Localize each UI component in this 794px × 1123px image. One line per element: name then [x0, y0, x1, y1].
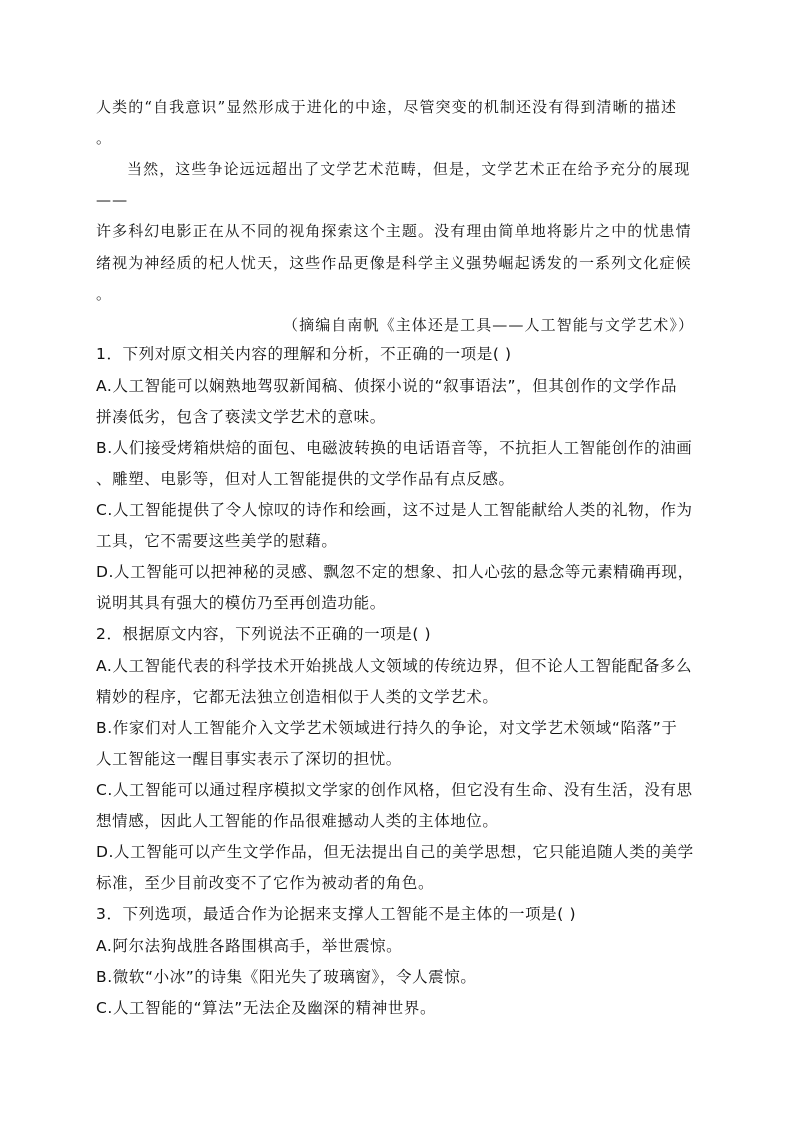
option-line: B.作家们对人工智能介入文学艺术领域进行持久的争论，对文学艺术领域“陷落”于: [96, 719, 678, 737]
passage-line: 当然，这些争论远远超出了文学艺术范畴，但是，文学艺术正在给予充分的展现: [127, 160, 691, 178]
passage-line-tail: ——: [96, 191, 129, 209]
passage-line-tail: 。: [96, 129, 113, 147]
option-line: 、雕塑、电影等，但对人工智能提供的文学作品有点反感。: [96, 470, 515, 488]
passage-line: 许多科幻电影正在从不同的视角探索这个主题。没有理由简单地将影片之中的忧患情: [96, 222, 692, 240]
option-line: D.人工智能可以产生文学作品，但无法提出自己的美学思想，它只能追随人类的美学: [96, 843, 694, 861]
passage-line-tail: 。: [96, 285, 113, 303]
option-line: 拼凑低劣，包含了亵渎文学艺术的意味。: [96, 408, 386, 426]
option-line: A.阿尔法狗战胜各路围棋高手，举世震惊。: [96, 937, 403, 955]
option-line: C.人工智能的“算法”无法企及幽深的精神世界。: [96, 999, 437, 1017]
option-line: 说明其具有强大的模仿乃至再创造功能。: [96, 594, 386, 612]
option-line: A.人工智能可以娴熟地驾驭新闻稿、侦探小说的“叙事语法”，但其创作的文学作品: [96, 377, 678, 395]
option-line: B.微软“小冰”的诗集《阳光失了玻璃窗》，令人震惊。: [96, 968, 477, 986]
passage-line: 绪视为神经质的杞人忧天，这些作品更像是科学主义强势崛起诱发的一系列文化症候: [96, 254, 692, 272]
option-line: 工具，它不需要这些美学的慰藉。: [96, 532, 338, 550]
option-line: 标准，至少目前改变不了它作为被动者的角色。: [96, 874, 435, 892]
option-line: B.人们接受烤箱烘焙的面包、电磁波转换的电话语音等，不抗拒人工智能创作的油画: [96, 439, 693, 457]
question-stem: 2．根据原文内容，下列说法不正确的一项是( ): [96, 625, 432, 643]
option-line: A.人工智能代表的科学技术开始挑战人文领域的传统边界，但不论人工智能配备多么: [96, 657, 693, 675]
option-line: 精妙的程序，它都无法独立创造相似于人类的文学艺术。: [96, 688, 499, 706]
question-stem: 3．下列选项，最适合作为论据来支撑人工智能不是主体的一项是( ): [96, 905, 577, 923]
question-stem: 1．下列对原文相关内容的理解和分析，不正确的一项是( ): [96, 345, 512, 363]
passage-line: 人类的“自我意识”显然形成于进化的中途，尽管突变的机制还没有得到清晰的描述: [96, 98, 678, 116]
option-line: C.人工智能提供了令人惊叹的诗作和绘画，这不过是人工智能献给人类的礼物，作为: [96, 501, 693, 519]
passage-source: （摘编自南帆《主体还是工具——人工智能与文学艺术》）: [283, 316, 695, 334]
option-line: C.人工智能可以通过程序模拟文学家的创作风格，但它没有生命、没有生活，没有思: [96, 781, 693, 799]
option-line: D.人工智能可以把神秘的灵感、飘忽不定的想象、扣人心弦的悬念等元素精确再现，: [96, 563, 694, 581]
option-line: 想情感，因此人工智能的作品很难撼动人类的主体地位。: [96, 812, 499, 830]
option-line: 人工智能这一醒目事实表示了深切的担忧。: [96, 750, 402, 768]
